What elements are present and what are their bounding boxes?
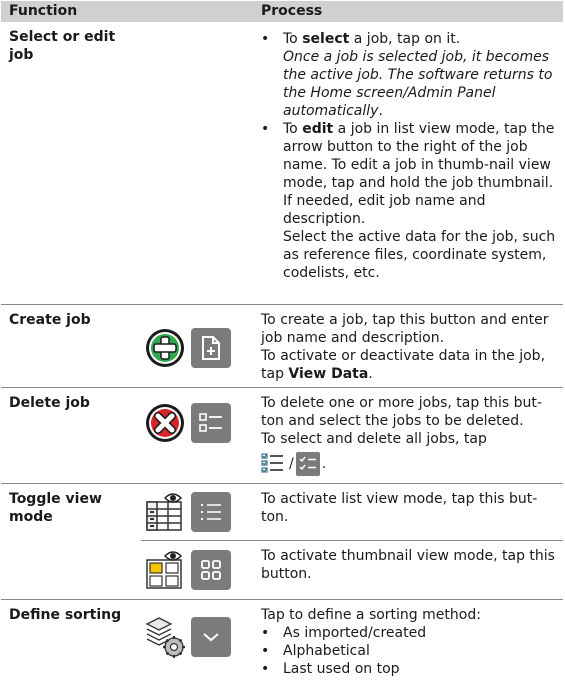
- list-item: • Last used on top: [261, 660, 557, 678]
- process-delete-job: To delete one or more jobs, tap this but-ton and select the jobs to be deleted. To select and delete all jobs, tap / .: [253, 387, 563, 483]
- delete-x-icon[interactable]: [145, 403, 185, 443]
- function-define-sorting: Define sorting: [1, 599, 141, 682]
- process-create-job: To create a job, tap this button and enter job name and description. To activate or deactivate data in the job, tap View Data.: [253, 304, 563, 387]
- edit-bullet: • To edit a job in list view mode, tap the arrow button to the right of the job name. To edit a job in thumb-nail view mode, tap and hold the job thumbnail.: [261, 120, 557, 192]
- process-toggle-thumbnail: To activate thumbnail view mode, tap this button.: [253, 540, 563, 599]
- row-create-job: [1, 304, 563, 387]
- function-delete-job: Delete job: [1, 387, 141, 483]
- chevron-down-icon[interactable]: [191, 617, 231, 657]
- process-toggle-list: To activate list view mode, tap this but-ton.: [253, 483, 563, 540]
- process-select-edit-job: • To select a job, tap on it. Once a job is selected job, it becomes the active job. The software returns to the Home screen/Admin Panel automatically. • To edit a job in list view mode, tap the arrow button to the right of the job name. To edit a job in thumb-nail view mode, tap and hold the job thumbnail. If needed, edit job name and description. Select the active data for the job, such as reference files, coordinate system, codelists, etc.: [253, 22, 563, 304]
- row-toggle-list: [1, 483, 563, 540]
- select-note: Once a job is selected job, it becomes the active job. The software returns to the Home screen/Admin Panel automatically: [283, 49, 553, 119]
- list-item: • Alphabetical: [261, 642, 557, 660]
- select-all-list-icon[interactable]: [261, 452, 287, 476]
- row-define-sorting: [1, 599, 563, 682]
- row-select-edit: [1, 22, 563, 304]
- new-document-icon[interactable]: [191, 328, 231, 368]
- function-select-edit-job: Select or edit job: [9, 29, 116, 63]
- layers-gear-icon[interactable]: [145, 616, 185, 658]
- function-process-table: [1, 1, 563, 682]
- table-header-row: [1, 1, 563, 22]
- header-process: Process: [253, 1, 563, 22]
- row-delete-job: [1, 387, 563, 483]
- grid-eye-icon[interactable]: [145, 550, 185, 590]
- select-all-button-icon[interactable]: [296, 452, 320, 476]
- edit-name-text: If needed, edit job name and description.: [283, 193, 486, 227]
- list-item: • As imported/created: [261, 624, 557, 642]
- edit-active-data-text: Select the active data for the job, such as reference files, coordinate system, codelists, etc.: [283, 229, 556, 281]
- process-define-sorting: Tap to define a sorting method: • As imported/created • Alphabetical • Last used on top: [253, 599, 563, 682]
- plus-circle-icon[interactable]: [145, 328, 185, 368]
- function-toggle-view-mode: Toggle view mode: [1, 483, 141, 599]
- list-view-icon[interactable]: [191, 492, 231, 532]
- checklist-icon[interactable]: [191, 403, 231, 443]
- table-eye-icon[interactable]: [145, 492, 185, 532]
- function-create-job: Create job: [1, 304, 141, 387]
- thumbnail-grid-icon[interactable]: [191, 550, 231, 590]
- header-function: Function: [1, 1, 253, 22]
- select-bullet: • To select a job, tap on it.: [261, 30, 557, 48]
